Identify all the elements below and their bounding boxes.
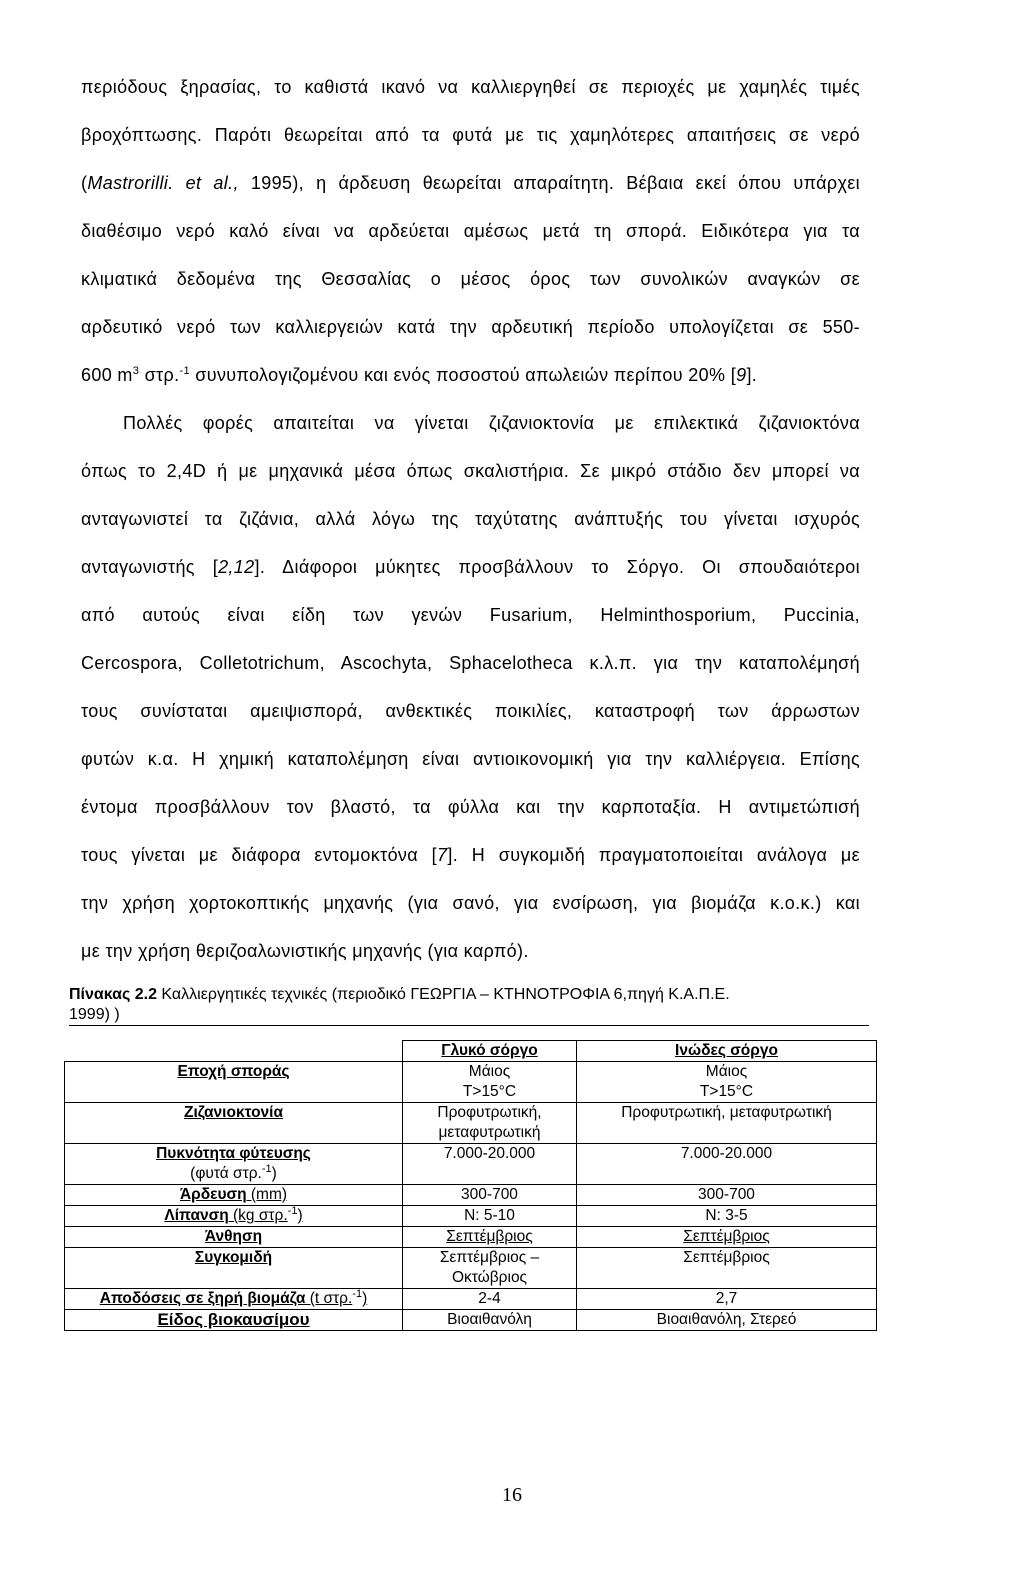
text-run: ( (81, 173, 88, 193)
text-run: συνυπολογιζομένου και ενός ποσοστού απωλειών περίπου 20% [ (189, 365, 737, 385)
table-row (65, 1310, 877, 1331)
citation-ref: 2,12 (218, 557, 255, 577)
text-run: 1995), η άρδευση θεωρείται απαραίτητη. Βέβαια εκεί όπου υπάρχει (238, 173, 861, 193)
cell-sweet: 7.000-20.000 (403, 1144, 577, 1185)
paragraph-line: τους συνίσταται αμειψισπορά, ανθεκτικές ποικιλίες, καταστροφή των άρρωστων (81, 701, 860, 721)
paragraph-line: Cercospora, Colletotrichum, Ascochyta, Sphacelotheca κ.λ.π. για την καταπολέμησή (81, 653, 860, 673)
row-label: Λίπανση (kg στρ.$^{-1}$) (65, 1206, 403, 1227)
cell-fiber: Μάιος T>15°C (577, 1062, 877, 1103)
cell-sweet: N: 5-10 (403, 1206, 577, 1227)
cell-sweet: Σεπτέμβριος (403, 1227, 577, 1248)
paragraph-line: κλιματικά δεδομένα της Θεσσαλίας ο μέσος όρος των συνολικών αναγκών σε (81, 269, 860, 289)
table-caption-line2: 1999) ) (69, 1006, 120, 1023)
text-run: 600 m (81, 365, 133, 385)
paragraph-line: όπως το 2,4D ή με μηχανικά μέσα όπως σκαλιστήρια. Σε μικρό στάδιο δεν μπορεί να (81, 461, 860, 481)
text-run: στρ. (139, 365, 180, 385)
cell-sweet: Μάιος T>15°C (403, 1062, 577, 1103)
paragraph-line: αρδευτικό νερό των καλλιεργειών κατά την αρδευτική περίοδο υπολογίζεται σε 550- (81, 317, 860, 337)
text-run: ανταγωνιστής [ (81, 557, 219, 577)
row-label: Εποχή σποράς (65, 1062, 403, 1103)
row-label: Αποδόσεις σε ξηρή βιομάζα (t στρ.$^{-1}$) (65, 1289, 403, 1310)
paragraph-line: βροχόπτωσης. Παρότι θεωρείται από τα φυτά με τις χαμηλότερες απαιτήσεις σε νερό (81, 125, 860, 145)
paragraph-line: ανταγωνιστεί τα ζιζάνια, αλλά λόγω της ταχύτατης ανάπτυξής του γίνεται ισχυρός (81, 509, 860, 529)
cell-fiber: Βιοαιθανόλη, Στερεό (577, 1310, 877, 1331)
header-fiber-sorghum: Ινώδες σόργο (577, 1041, 877, 1062)
table-row (65, 1185, 877, 1206)
cell-fiber: 2,7 (577, 1289, 877, 1310)
row-label: Πυκνότητα φύτευσης (φυτά στρ.$^{-1}$) (65, 1144, 403, 1185)
paragraph-line: έντομα προσβάλλουν τον βλαστό, τα φύλλα και την καρποταξία. Η αντιμετώπισή (81, 797, 860, 817)
citation-ref: 7 (437, 845, 448, 865)
row-label: Ζιζανιοκτονία (65, 1103, 403, 1144)
cell-fiber: N: 3-5 (577, 1206, 877, 1227)
row-label: Είδος βιοκαυσίμου (65, 1310, 403, 1331)
paragraph-line: από αυτούς είναι είδη των γενών Fusarium, Helminthosporium, Puccinia, (81, 605, 860, 625)
paragraph-line: με την χρήση θεριζοαλωνιστικής μηχανής (για καρπό). (81, 941, 529, 961)
row-label: Συγκομιδή (65, 1248, 403, 1289)
paragraph-line (81, 364, 860, 386)
table-header-row (65, 1041, 877, 1062)
table-caption (69, 985, 869, 1005)
cell-sweet: Βιοαιθανόλη (403, 1310, 577, 1331)
header-sweet-sorghum: Γλυκό σόργο (403, 1041, 577, 1062)
cultivation-techniques-table (64, 1040, 877, 1331)
table-row (65, 1206, 877, 1227)
citation-ref: 9 (736, 365, 747, 385)
row-label: Άρδευση (mm) (65, 1185, 403, 1206)
text-run: ]. (746, 365, 758, 385)
citation-authors: Mastrorilli. et al., (87, 173, 239, 193)
caption-text: Καλλιεργητικές τεχνικές (περιοδικό ΓΕΩΡΓΙΑ – ΚΤΗΝΟΤΡΟΦΙΑ 6,πηγή Κ.Α.Π.Ε. (156, 986, 730, 1003)
text-run: ]. Διάφοροι μύκητες προσβάλλουν το Σόργο. Οι σπουδαιότεροι (254, 557, 860, 577)
cell-sweet: Σεπτέμβριος – Οκτώβριος (403, 1248, 577, 1289)
paragraph-line: Πολλές φορές απαιτείται να γίνεται ζιζανιοκτονία με επιλεκτικά ζιζανιοκτόνα (123, 413, 860, 433)
caption-label: Πίνακας 2.2 (69, 986, 157, 1003)
table-row (65, 1248, 877, 1289)
paragraph-line (81, 172, 860, 194)
cell-fiber: 300-700 (577, 1185, 877, 1206)
cell-fiber: 7.000-20.000 (577, 1144, 877, 1185)
table-row (65, 1289, 877, 1310)
paragraph-line: διαθέσιμο νερό καλό είναι να αρδεύεται αμέσως μετά τη σπορά. Ειδικότερα για τα (81, 221, 860, 241)
superscript: -1 (179, 365, 190, 377)
cell-fiber: Σεπτέμβριος (577, 1248, 877, 1289)
header-empty-cell (65, 1041, 403, 1062)
caption-divider (69, 1025, 869, 1026)
paragraph-line: την χρήση χορτοκοπτικής μηχανής (για σανό, για ενσίρωση, για βιομάζα κ.ο.κ.) και (81, 893, 860, 913)
table-row (65, 1103, 877, 1144)
cell-sweet: 300-700 (403, 1185, 577, 1206)
table-row (65, 1062, 877, 1103)
page-number: 16 (502, 1484, 522, 1506)
cell-sweet: 2-4 (403, 1289, 577, 1310)
cell-sweet: Προφυτρωτική, μεταφυτρωτική (403, 1103, 577, 1144)
paragraph-line (81, 844, 860, 866)
cell-fiber: Προφυτρωτική, μεταφυτρωτική (577, 1103, 877, 1144)
table-row (65, 1144, 877, 1185)
row-label: Άνθηση (65, 1227, 403, 1248)
cell-fiber: Σεπτέμβριος (577, 1227, 877, 1248)
text-run: τους γίνεται με διάφορα εντομοκτόνα [ (81, 845, 438, 865)
text-run: ]. Η συγκομιδή πραγματοποιείται ανάλογα με (447, 845, 860, 865)
paragraph-line (81, 556, 860, 578)
table-row (65, 1227, 877, 1248)
paragraph-line: φυτών κ.α. Η χημική καταπολέμηση είναι αντιοικονομική για την καλλιέργεια. Επίσης (81, 749, 860, 769)
superscript: 3 (132, 365, 140, 377)
paragraph-line: περιόδους ξηρασίας, το καθιστά ικανό να καλλιεργηθεί σε περιοχές με χαμηλές τιμές (81, 77, 860, 97)
